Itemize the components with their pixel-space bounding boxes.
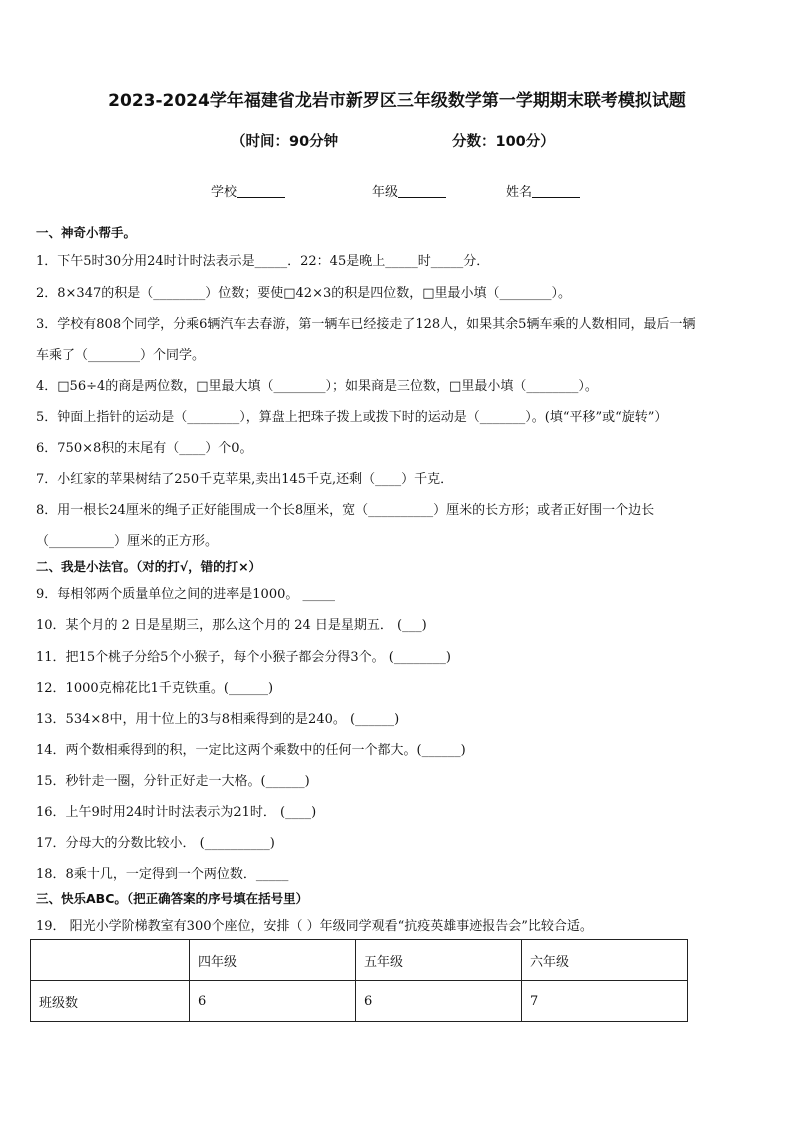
section-heading: 二、我是小法官。（对的打√，错的打×） [36,559,262,574]
question-line: 8．用一根长24厘米的绳子正好能围成一个长8厘米，宽（__________）厘米的长方形；或者正好围一个边长 [36,503,655,518]
question-line: 4．□56÷4的商是两位数，□里最大填（________）；如果商是三位数，□里最小填（________）。 [36,379,598,394]
school-field [211,181,285,200]
table-row [31,981,688,1022]
question-line: 6．750×8积的末尾有（____）个0。 [36,441,253,456]
table-cell: 班级数 [31,981,190,1022]
table-header-cell: 六年级 [522,940,688,981]
question-line: 17．分母大的分数比较小． (__________) [36,836,275,851]
question-line: 18．8乘十几，一定得到一个两位数．_____ [36,867,289,882]
question-line: 3．学校有808个同学，分乘6辆汽车去春游，第一辆车已经接走了128人，如果其余5辆车乘的人数相同，最后一辆 [36,317,696,332]
name-field [506,181,580,200]
table-header-cell: 四年级 [190,940,356,981]
table-cell: 6 [190,981,356,1022]
exam-title: 2023-2024学年福建省龙岩市新罗区三年级数学第一学期期末联考模拟试题 [108,91,686,111]
question-line: 11．把15个桃子分给5个小猴子，每个小猴子都会分得3个。 (________) [36,650,451,665]
section-heading: 一、神奇小帮手。 [36,225,137,240]
question-line: 2．8×347的积是（________）位数；要使□42×3的积是四位数，□里最小填（________）。 [36,286,572,301]
name-blank[interactable] [532,183,580,198]
section-heading: 三、快乐ABC。（把正确答案的序号填在括号里） [36,891,309,906]
question-line: 7．小红家的苹果树结了250千克苹果,卖出145千克,还剩（____）千克． [36,472,454,487]
school-label: 学校 [211,185,238,200]
exam-time: （时间：90分钟 [231,134,339,150]
question-line: 9．每相邻两个质量单位之间的进率是1000。 _____ [36,587,335,602]
question-line: 14．两个数相乘得到的积，一定比这两个乘数中的任何一个都大。(______) [36,743,466,758]
grade-class-table [30,939,688,1022]
table-header-row [31,940,688,981]
table-cell: 6 [356,981,522,1022]
grade-blank[interactable] [398,183,446,198]
table-cell: 7 [522,981,688,1022]
question-line: 16．上午9时用24时计时法表示为21时． (____) [36,805,317,820]
grade-field [372,181,446,200]
name-label: 姓名 [506,185,533,200]
table-header-cell [31,940,190,981]
question-line: 12．1000克棉花比1千克铁重。(______) [36,681,274,696]
table-header-cell: 五年级 [356,940,522,981]
question-line: 1．下午5时30分用24时计时法表示是_____．22：45是晚上_____时_____分． [36,254,490,269]
question-line: 13．534×8中，用十位上的3与8相乘得到的是240。 (______) [36,712,400,727]
question-line: 5．钟面上指针的运动是（________），算盘上把珠子拨上或拨下时的运动是（_______）。(填“平移”或“旋转”） [36,410,668,425]
question-line: 19． 阳光小学阶梯教室有300个座位，安排（ ）年级同学观看“抗疫英雄事迹报告会”比较合适。 [36,919,593,934]
grade-label: 年级 [372,185,399,200]
question-line: 10．某个月的 2 日是星期三，那么这个月的 24 日是星期五． (___) [36,618,427,633]
question-line: 车乘了（________）个同学。 [36,348,206,363]
question-line: （__________）厘米的正方形。 [36,534,219,549]
school-blank[interactable] [237,183,285,198]
exam-score: 分数：100分） [452,134,555,150]
question-line: 15．秒针走一圈，分针正好走一大格。(______) [36,774,310,789]
